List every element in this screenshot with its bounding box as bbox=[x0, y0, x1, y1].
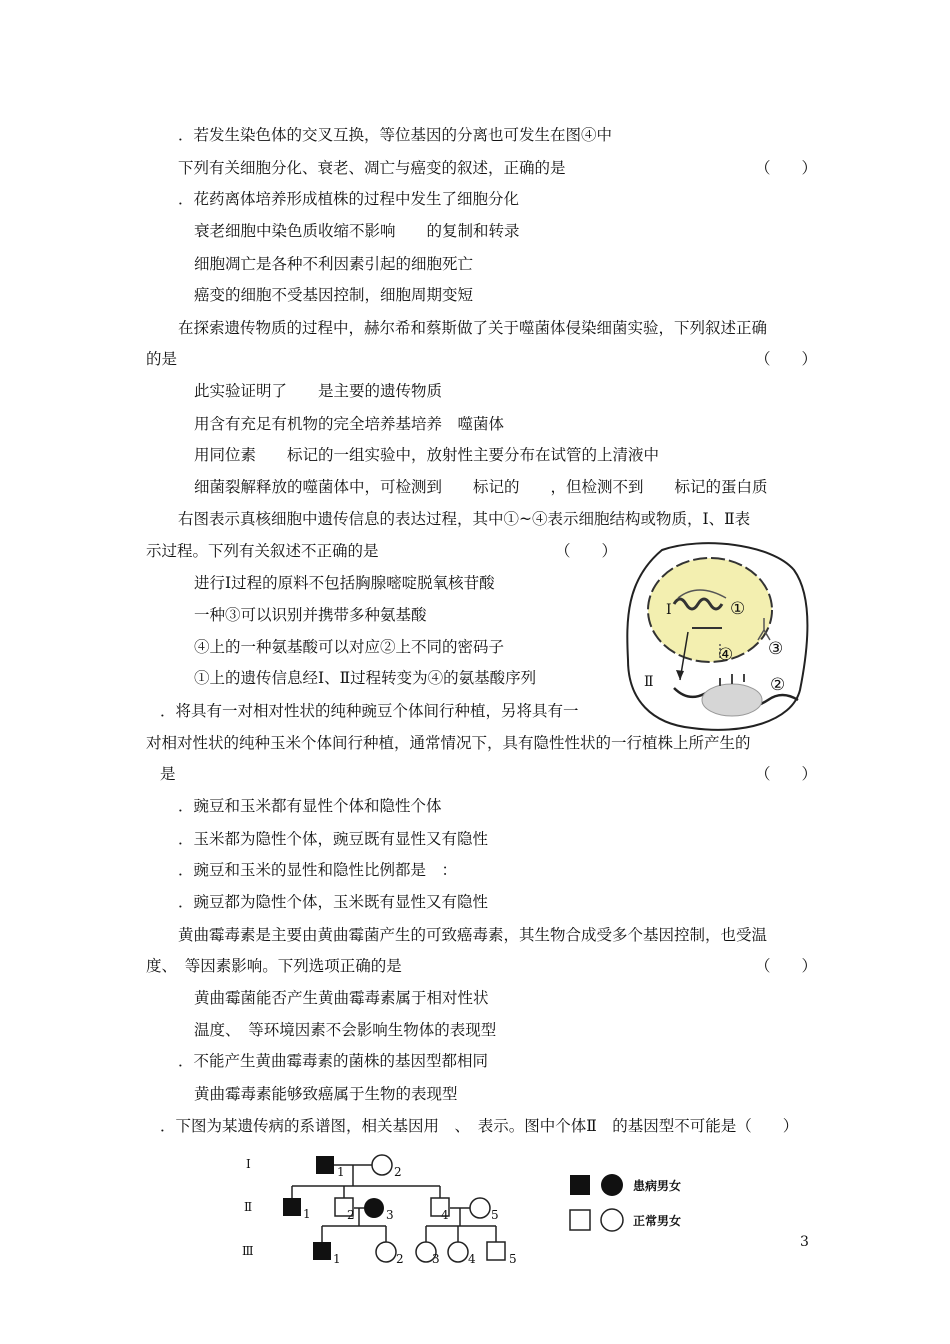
individual-id: 1 bbox=[337, 1165, 345, 1179]
individual-id: 3 bbox=[432, 1252, 440, 1266]
question-stem: 示过程。下列有关叙述不正确的是 bbox=[146, 542, 379, 560]
answer-bracket: （ ） bbox=[555, 542, 618, 560]
cell-expression-figure bbox=[622, 540, 812, 735]
gen3-female-normal bbox=[448, 1242, 468, 1262]
individual-id: 2 bbox=[347, 1208, 355, 1222]
question-stem: ．下图为某遗传病的系谱图，相关基因用 、 表示。图中个体Ⅱ 的基因型不可能是（ ） bbox=[160, 1117, 799, 1135]
individual-id: 5 bbox=[491, 1208, 499, 1222]
structure-1-label: ① bbox=[730, 599, 746, 619]
option-line: ．若发生染色体的交叉互换，等位基因的分离也可发生在图④中 bbox=[178, 126, 613, 144]
option-line: 此实验证明了 是主要的遗传物质 bbox=[194, 382, 443, 400]
individual-id: 2 bbox=[394, 1165, 402, 1179]
gen2-female-affected bbox=[364, 1198, 384, 1218]
page-number: 3 bbox=[800, 1234, 809, 1250]
individual-id: 4 bbox=[441, 1208, 449, 1222]
legend-affected-male bbox=[570, 1175, 590, 1195]
gen3-male-normal bbox=[487, 1242, 505, 1260]
option-line: 癌变的细胞不受基因控制，细胞周期变短 bbox=[194, 286, 474, 304]
option-line: ①上的遗传信息经Ⅰ、Ⅱ过程转变为④的氨基酸序列 bbox=[194, 669, 537, 687]
option-line: 用同位素 标记的一组实验中，放射性主要分布在试管的上清液中 bbox=[194, 446, 660, 464]
legend-affected-female bbox=[601, 1174, 623, 1196]
generation-label: Ⅲ bbox=[242, 1244, 254, 1258]
process-II-label: Ⅱ bbox=[644, 674, 654, 690]
option-line: 一种③可以识别并携带多种氨基酸 bbox=[194, 606, 427, 624]
question-stem: 下列有关细胞分化、衰老、凋亡与癌变的叙述，正确的是 bbox=[178, 159, 566, 177]
question-stem: 右图表示真核细胞中遗传信息的表达过程，其中①~④表示细胞结构或物质，Ⅰ、Ⅱ表 bbox=[178, 510, 751, 528]
question-stem: 对相对性状的纯种玉米个体间行种植，通常情况下，具有隐性性状的一行植株上所产生的 bbox=[146, 734, 751, 752]
option-line: 黄曲霉菌能否产生黄曲霉毒素属于相对性状 bbox=[194, 989, 489, 1007]
legend-normal-female bbox=[601, 1209, 623, 1231]
question-stem: 度、 等因素影响。下列选项正确的是 bbox=[146, 957, 402, 975]
option-line: 衰老细胞中染色质收缩不影响 的复制和转录 bbox=[194, 222, 520, 240]
option-line: 用含有充足有机物的完全培养基培养 噬菌体 bbox=[194, 415, 505, 433]
option-line: 温度、 等环境因素不会影响生物体的表现型 bbox=[194, 1021, 497, 1039]
answer-bracket: （ ） bbox=[755, 350, 818, 368]
answer-bracket: （ ） bbox=[755, 957, 818, 975]
option-line: ．不能产生黄曲霉毒素的菌株的基因型都相同 bbox=[178, 1052, 489, 1070]
legend-normal-male bbox=[570, 1210, 590, 1230]
option-line: 细菌裂解释放的噬菌体中，可检测到 标记的 ，但检测不到 标记的蛋白质 bbox=[194, 478, 768, 496]
structure-4-label: ④ bbox=[718, 645, 734, 665]
question-stem: ．将具有一对相对性状的纯种豌豆个体间行种植，另将具有一 bbox=[160, 702, 579, 720]
individual-id: 1 bbox=[333, 1252, 341, 1266]
option-line: 黄曲霉毒素能够致癌属于生物的表现型 bbox=[194, 1085, 458, 1103]
individual-id: 2 bbox=[396, 1252, 404, 1266]
gen3-female-normal bbox=[376, 1242, 396, 1262]
option-line: 细胞凋亡是各种不利因素引起的细胞死亡 bbox=[194, 255, 474, 273]
individual-id: 3 bbox=[386, 1208, 394, 1222]
gen3-male-affected bbox=[313, 1242, 331, 1260]
option-line: ．玉米都为隐性个体，豌豆既有显性又有隐性 bbox=[178, 830, 489, 848]
option-line: ④上的一种氨基酸可以对应②上不同的密码子 bbox=[194, 638, 505, 656]
answer-bracket: （ ） bbox=[755, 765, 818, 783]
individual-id: 1 bbox=[303, 1207, 311, 1221]
option-line: 进行Ⅰ过程的原料不包括胸腺嘧啶脱氧核苷酸 bbox=[194, 574, 495, 592]
question-stem: 的是 bbox=[146, 350, 178, 368]
individual-id: 5 bbox=[509, 1252, 517, 1266]
gen2-male-affected bbox=[283, 1198, 301, 1216]
legend-normal-label: 正常男女 bbox=[633, 1214, 682, 1228]
generation-label: Ⅱ bbox=[244, 1200, 253, 1214]
pedigree-chart bbox=[236, 1148, 716, 1268]
question-stem: 是 bbox=[160, 765, 176, 783]
structure-3-label: ③ bbox=[768, 639, 784, 659]
option-line: ．花药离体培养形成植株的过程中发生了细胞分化 bbox=[178, 190, 520, 208]
question-stem: 在探索遗传物质的过程中，赫尔希和蔡斯做了关于噬菌体侵染细菌实验，下列叙述正确 bbox=[178, 319, 768, 337]
structure-2-label: ② bbox=[770, 675, 786, 695]
question-stem: 黄曲霉毒素是主要由黄曲霉菌产生的可致癌毒素，其生物合成受多个基因控制，也受温 bbox=[178, 926, 768, 944]
legend-affected-label: 患病男女 bbox=[633, 1179, 682, 1193]
answer-bracket: （ ） bbox=[755, 159, 818, 177]
generation-label: Ⅰ bbox=[246, 1157, 251, 1171]
option-line: ．豌豆和玉米的显性和隐性比例都是 ： bbox=[178, 861, 458, 879]
option-line: ．豌豆和玉米都有显性个体和隐性个体 bbox=[178, 797, 442, 815]
gen1-male-affected bbox=[316, 1156, 334, 1174]
individual-id: 4 bbox=[468, 1252, 476, 1266]
gen2-female-normal bbox=[470, 1198, 490, 1218]
process-I-label: Ⅰ bbox=[666, 602, 672, 618]
gen1-female-normal bbox=[372, 1155, 392, 1175]
option-line: ．豌豆都为隐性个体，玉米既有显性又有隐性 bbox=[178, 893, 489, 911]
